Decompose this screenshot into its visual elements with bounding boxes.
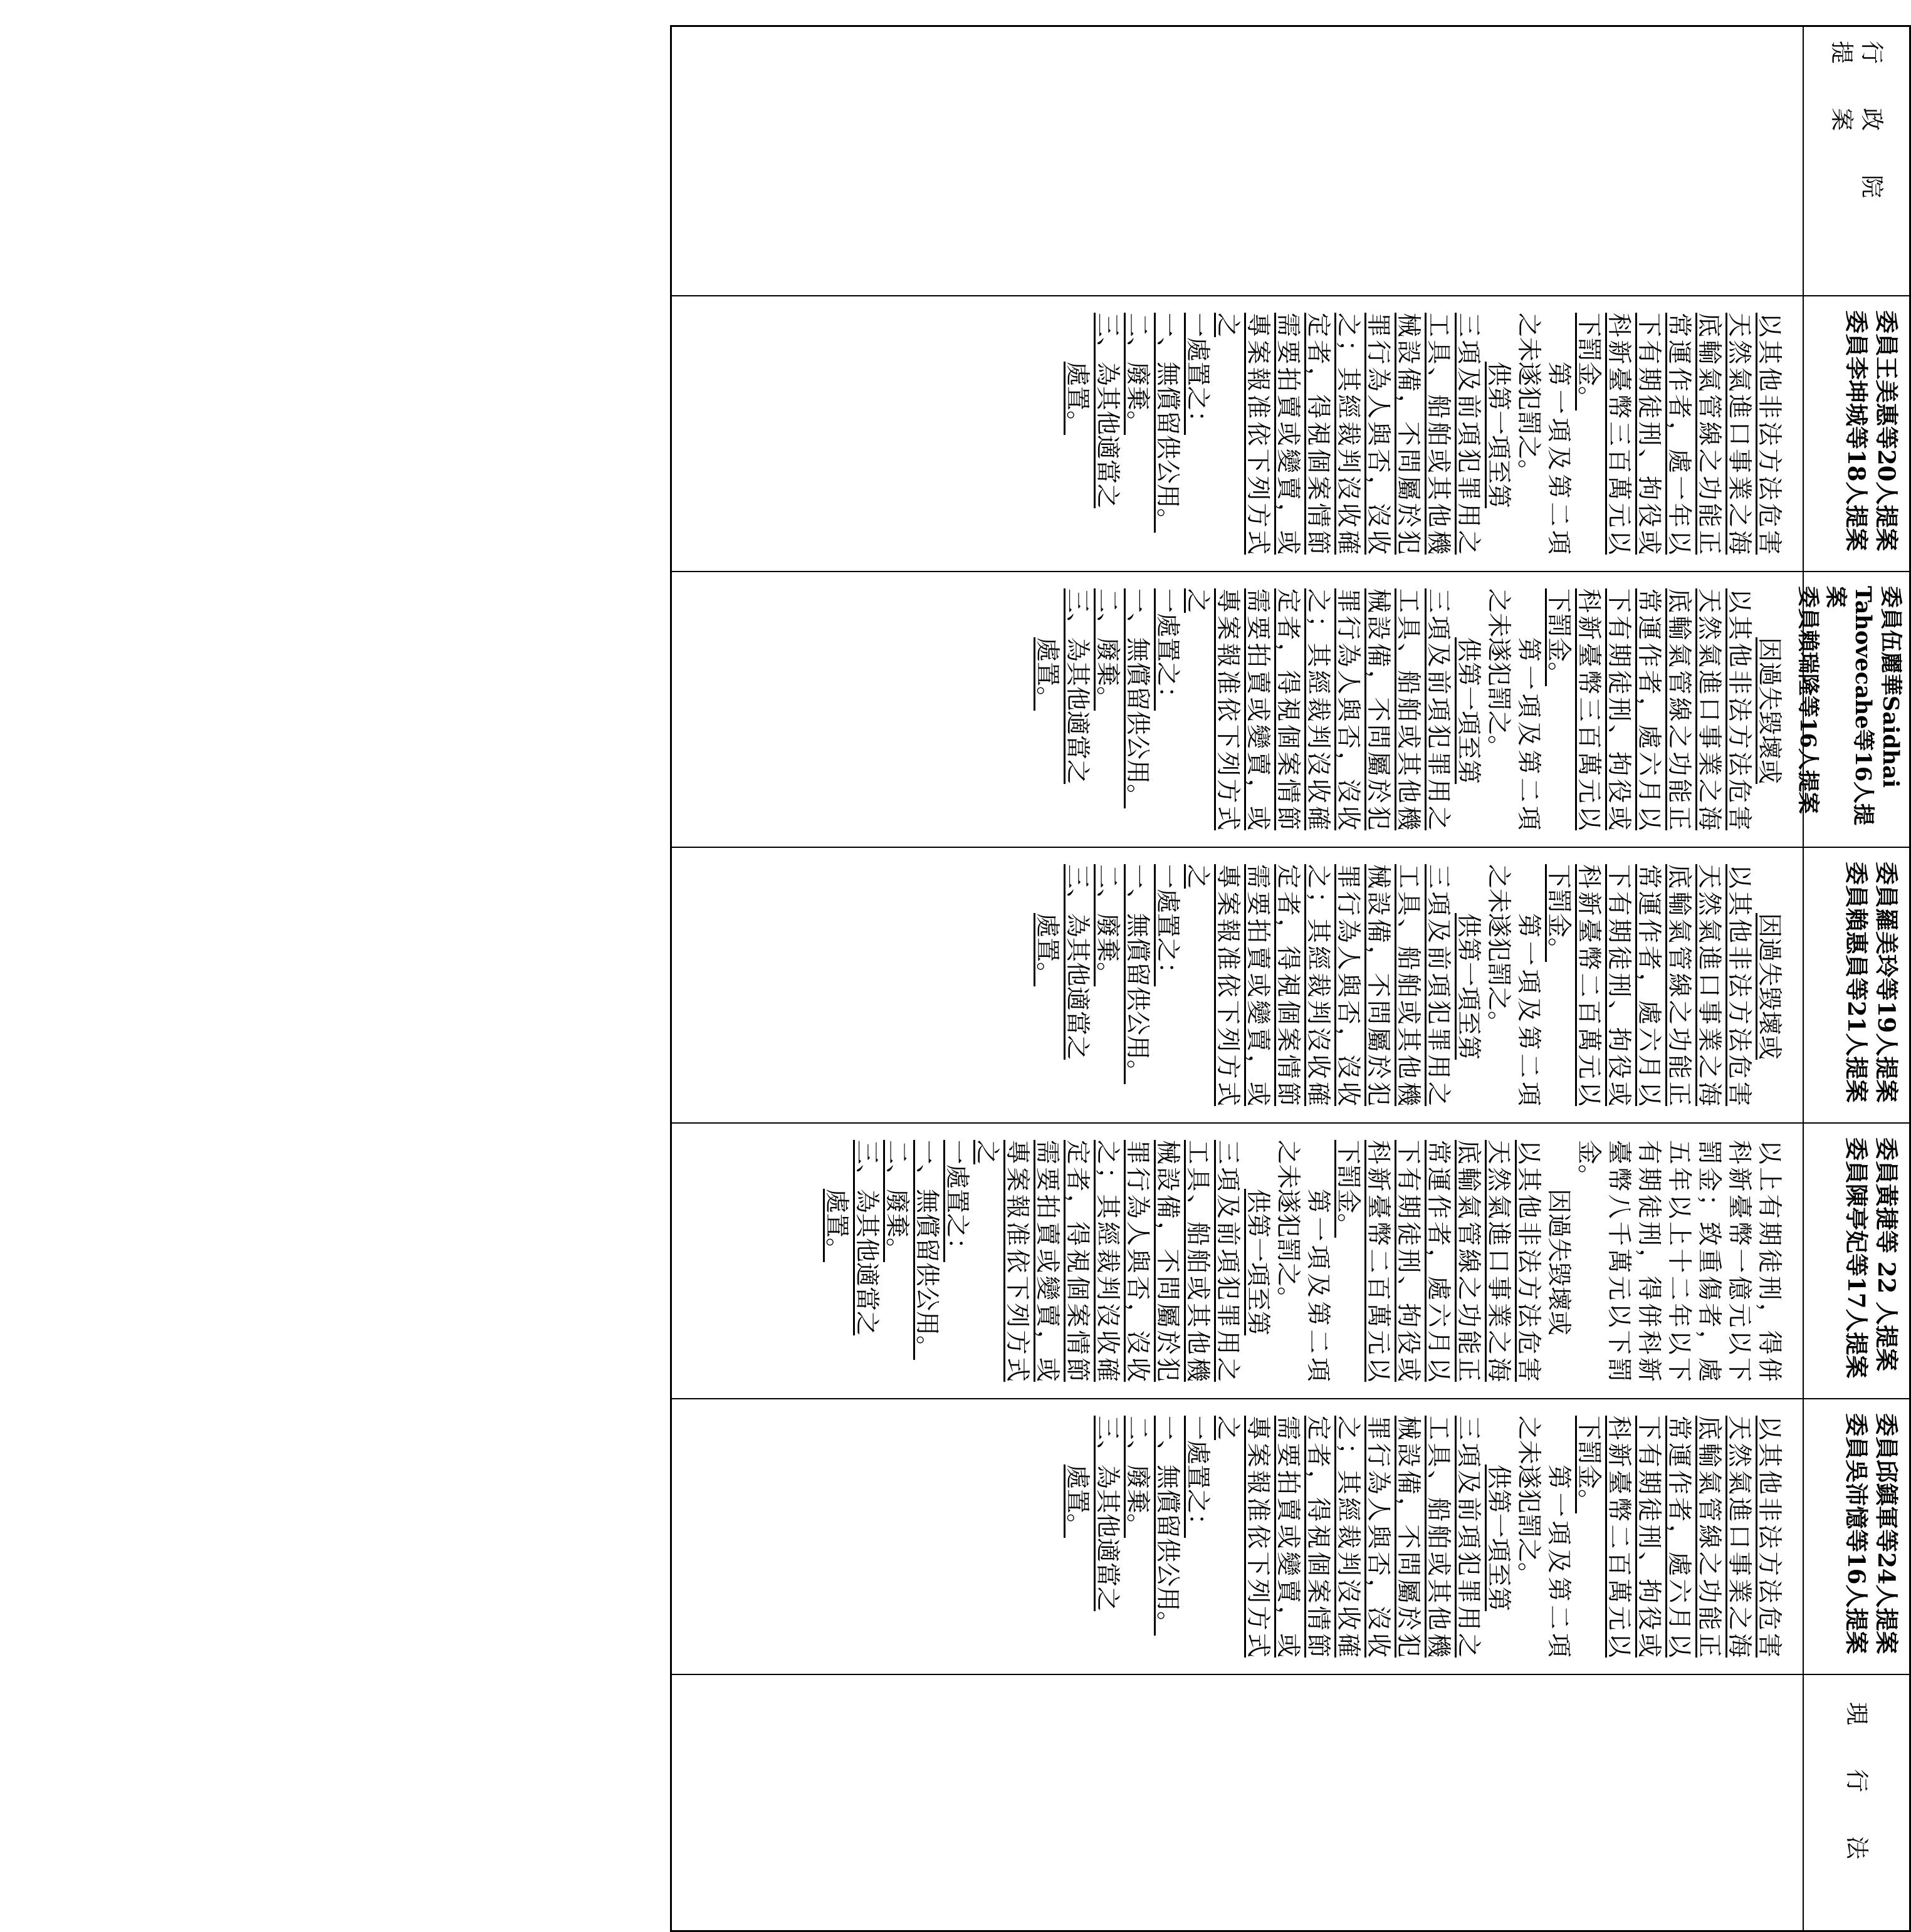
list-item: 處置。	[1033, 913, 1061, 987]
list-item: 三、為其他適當之	[1063, 864, 1091, 1060]
paragraph: 以其他非法方法危害天然氣進口事業之海底輸氣管線之功能正常運作者，處六月以下有期徒刑、拘役或科新臺幣二百萬元以下罰金。	[1334, 1140, 1542, 1382]
comparison-table	[670, 25, 1911, 1932]
list-item: 處置。	[1033, 637, 1061, 711]
paragraph: 供第一項至第	[1454, 637, 1482, 785]
paragraph: 三項及前項犯罪用之工具、船舶或其他機械設備，不問屬於犯罪行為人與否，沒收之；其經裁判沒收確定者，得視個案情節需要拍賣或變賣，或專案報准依下列方式之	[1183, 588, 1452, 830]
proposal-4-cell	[672, 1124, 1803, 1399]
paragraph: 供第一項至第	[1484, 1465, 1512, 1612]
proposal-3-cell	[672, 848, 1803, 1124]
paragraph: 因過失毀壞或	[1755, 913, 1783, 1060]
list-item: 二、廢棄。	[1093, 864, 1121, 987]
paragraph: 第一項及第二項之未遂犯罰之。	[1484, 864, 1542, 1106]
header-proposal-5: 委員邱鎮軍等24人提案 委員吳沛憶等16人提案	[1804, 1399, 1909, 1675]
paragraph: 以其他非法方法危害天然氣進口事業之海底輸氣管線之功能正常運作者，處六月以下有期徒刑、拘役或科新臺幣二百萬元以下罰金。	[1574, 1416, 1783, 1658]
table-body-row	[672, 27, 1803, 1930]
paragraph: 供第一項至第	[1484, 362, 1512, 509]
header-proposal-3: 委員羅美玲等19人提案 委員賴惠員等21人提案	[1804, 848, 1909, 1124]
list-item: 一、無償留供公用。	[1123, 588, 1151, 809]
paragraph: 以其他非法方法危害天然氣進口事業之海底輸氣管線之功能正常運作者，處六月以下有期徒刑、拘役或科新臺幣三百萬元以下罰金。	[1544, 588, 1753, 830]
paragraph: 第一項及第二項之未遂犯罰之。	[1484, 588, 1542, 830]
header-current-law: 現行法	[1843, 1702, 1870, 1903]
list-item: 二、廢棄。	[1123, 313, 1151, 436]
table-header-row	[1795, 27, 1909, 1930]
paragraph: 以上有期徒刑，得併科新臺幣一億元以下罰金；致重傷者，處五年以上十二年以下有期徒刑，得併科新臺幣八千萬元以下罰金。	[1574, 1140, 1783, 1382]
list-item: 處置。	[1063, 362, 1091, 436]
proposal-1-cell	[672, 296, 1803, 572]
list-item: 處置。	[822, 1189, 851, 1263]
paragraph: 第一項及第二項之未遂犯罰之。	[1274, 1140, 1332, 1382]
paragraph: 三項及前項犯罪用之工具、船舶或其他機械設備，不問屬於犯罪行為人與否，沒收之；其經裁判沒收確定者，得視個案情節需要拍賣或變賣，或專案報准依下列方式之	[1213, 313, 1482, 555]
list-item: 一、無償留供公用。	[1153, 313, 1181, 533]
document-page	[4, 25, 1903, 1932]
proposal-2-cell	[672, 572, 1803, 848]
paragraph: 因過失毀壞或	[1544, 1189, 1573, 1336]
paragraph: 供第一項至第	[1243, 1189, 1272, 1336]
list-item: 二、廢棄。	[1123, 1416, 1151, 1538]
paragraph: 一處置之：	[1153, 864, 1181, 987]
current-law-cell	[672, 1675, 1803, 1930]
executive-proposal-cell	[672, 27, 1803, 296]
list-item: 三、為其他適當之	[852, 1140, 881, 1336]
list-item: 一、無償留供公用。	[913, 1140, 941, 1360]
header-proposal-4: 委員黃捷等 22 人提案 委員陳亭妃等17人提案	[1804, 1124, 1909, 1399]
paragraph: 三項及前項犯罪用之工具、船舶或其他機械設備，不問屬於犯罪行為人與否，沒收之；其經裁判沒收確定者，得視個案情節需要拍賣或變賣，或專案報准依下列方式之	[1183, 864, 1452, 1106]
proposal-5-cell	[672, 1399, 1803, 1675]
paragraph: 一處置之：	[1153, 588, 1181, 711]
header-proposal-1: 委員王美惠等20人提案 委員李坤城等18人提案	[1804, 296, 1909, 572]
paragraph: 三項及前項犯罪用之工具、船舶或其他機械設備，不問屬於犯罪行為人與否，沒收之；其經裁判沒收確定者，得視個案情節需要拍賣或變賣，或專案報准依下列方式之	[973, 1140, 1242, 1382]
list-item: 三、為其他適當之	[1093, 313, 1121, 509]
list-item: 三、為其他適當之	[1063, 588, 1091, 785]
paragraph: 因過失毀壞或	[1755, 637, 1783, 785]
list-item: 二、廢棄。	[1093, 588, 1121, 711]
paragraph: 以其他非法方法危害天然氣進口事業之海底輸氣管線之功能正常運作者，處一年以下有期徒刑、拘役或科新臺幣三百萬元以下罰金。	[1574, 313, 1783, 555]
header-executive-proposal: 行政院提案	[1804, 27, 1909, 296]
header-proposal-2: 委員伍麗華Saidhai Tahovecahe等16人提案 委員賴瑞隆等16人提案	[1804, 572, 1909, 848]
list-item: 一、無償留供公用。	[1153, 1416, 1181, 1636]
list-item: 處置。	[1063, 1465, 1091, 1538]
paragraph: 供第一項至第	[1454, 913, 1482, 1060]
paragraph: 以其他非法方法危害天然氣進口事業之海底輸氣管線之功能正常運作者，處六月以下有期徒刑、拘役或科新臺幣二百萬元以下罰金。	[1544, 864, 1753, 1106]
paragraph: 一處置之：	[943, 1140, 971, 1263]
paragraph: 第一項及第二項之未遂犯罰之。	[1514, 313, 1573, 555]
paragraph: 三項及前項犯罪用之工具、船舶或其他機械設備，不問屬於犯罪行為人與否，沒收之；其經裁判沒收確定者，得視個案情節需要拍賣或變賣，或專案報准依下列方式之	[1213, 1416, 1482, 1658]
list-item: 三、為其他適當之	[1093, 1416, 1121, 1612]
list-item: 二、廢棄。	[882, 1140, 911, 1263]
paragraph: 第一項及第二項之未遂犯罰之。	[1514, 1416, 1573, 1658]
list-item: 一、無償留供公用。	[1123, 864, 1151, 1085]
paragraph: 一處置之：	[1183, 1416, 1212, 1538]
paragraph: 一處置之：	[1183, 313, 1212, 436]
